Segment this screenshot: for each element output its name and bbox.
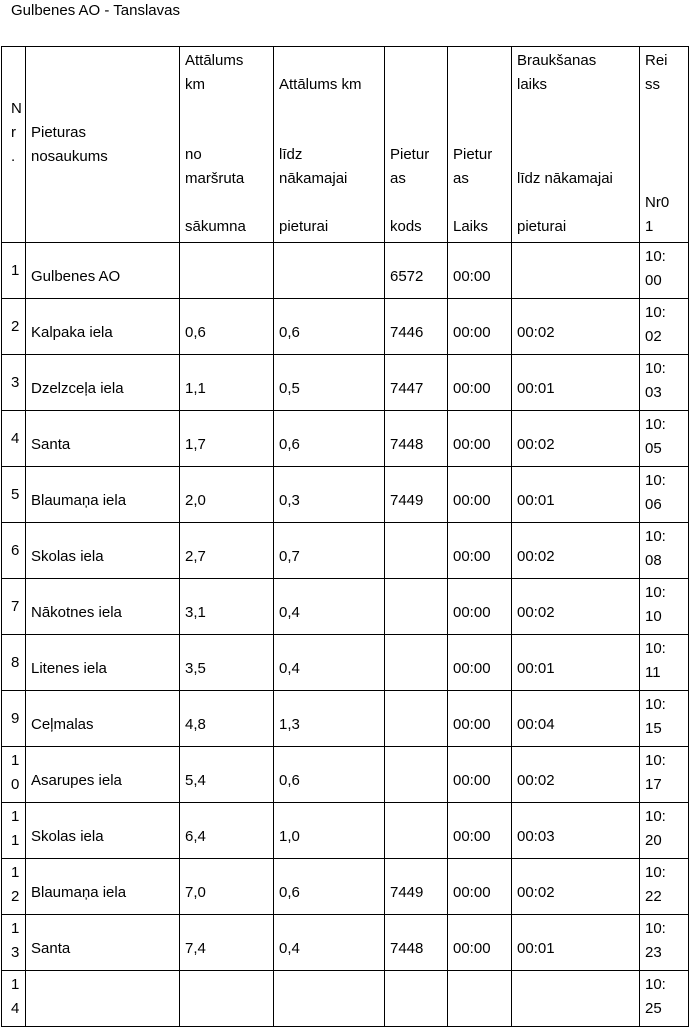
distance-from-start: 2,7 [180,523,274,579]
distance-to-next: 0,6 [274,747,385,803]
stop-code: 7449 [385,859,448,915]
distance-to-next: 0,6 [274,299,385,355]
header-distance-from-start: Attālums km no maršruta sākumna [180,47,274,243]
stop-name: Santa [26,915,180,971]
row-number: 1 [2,243,26,299]
table-row [2,747,689,803]
distance-to-next: 0,3 [274,467,385,523]
table-row [2,859,689,915]
distance-to-next: 0,6 [274,411,385,467]
trip-departure: 10: 05 [640,411,689,467]
trip-departure: 10: 08 [640,523,689,579]
document-title: Gulbenes AO - Tanslavas [11,2,180,19]
stop-name: Blaumaņa iela [26,467,180,523]
distance-to-next: 0,5 [274,355,385,411]
stop-time: 00:00 [448,355,512,411]
header-stop-code: Pietur as kods [385,47,448,243]
row-number: 3 [2,355,26,411]
table-row [2,579,689,635]
timetable [1,46,689,1027]
stop-code: 7448 [385,411,448,467]
stop-code [385,747,448,803]
stop-name: Litenes iela [26,635,180,691]
stop-name: Gulbenes AO [26,243,180,299]
stop-name: Blaumaņa iela [26,859,180,915]
stop-name: Skolas iela [26,803,180,859]
driving-time: 00:01 [512,355,640,411]
table-row [2,299,689,355]
row-number: 7 [2,579,26,635]
distance-from-start: 3,5 [180,635,274,691]
header-stop-time: Pietur as Laiks [448,47,512,243]
stop-code: 7449 [385,467,448,523]
stop-time [448,971,512,1027]
stop-code [385,635,448,691]
trip-departure: 10: 25 [640,971,689,1027]
stop-name: Kalpaka iela [26,299,180,355]
trip-departure: 10: 23 [640,915,689,971]
table-row [2,971,689,1027]
distance-to-next: 0,6 [274,859,385,915]
stop-time: 00:00 [448,803,512,859]
driving-time [512,243,640,299]
distance-to-next: 0,4 [274,579,385,635]
distance-to-next: 1,3 [274,691,385,747]
trip-departure: 10: 17 [640,747,689,803]
stop-time: 00:00 [448,859,512,915]
stop-code: 7447 [385,355,448,411]
header-trip: Rei ss Nr0 1 [640,47,689,243]
trip-departure: 10: 02 [640,299,689,355]
table-row [2,411,689,467]
stop-name: Dzelzceļa iela [26,355,180,411]
distance-from-start: 4,8 [180,691,274,747]
stop-code [385,803,448,859]
stop-time: 00:00 [448,915,512,971]
row-number: 9 [2,691,26,747]
distance-to-next: 0,4 [274,635,385,691]
trip-departure: 10: 10 [640,579,689,635]
distance-to-next [274,243,385,299]
header-driving-time: Braukšanas laiks līdz nākamajai pieturai [512,47,640,243]
distance-from-start: 0,6 [180,299,274,355]
trip-departure: 10: 15 [640,691,689,747]
row-number: 2 [2,299,26,355]
table-row [2,355,689,411]
stop-time: 00:00 [448,523,512,579]
table-row [2,803,689,859]
distance-from-start: 1,1 [180,355,274,411]
stop-name [26,971,180,1027]
distance-from-start [180,971,274,1027]
trip-departure: 10: 00 [640,243,689,299]
stop-code [385,579,448,635]
row-number: 4 [2,411,26,467]
distance-to-next [274,971,385,1027]
driving-time: 00:01 [512,467,640,523]
trip-departure: 10: 06 [640,467,689,523]
distance-from-start: 7,4 [180,915,274,971]
driving-time: 00:03 [512,803,640,859]
stop-code: 6572 [385,243,448,299]
stop-name: Asarupes iela [26,747,180,803]
trip-departure: 10: 20 [640,803,689,859]
row-number: 5 [2,467,26,523]
table-row [2,691,689,747]
distance-from-start: 2,0 [180,467,274,523]
driving-time: 00:04 [512,691,640,747]
distance-from-start: 5,4 [180,747,274,803]
trip-departure: 10: 03 [640,355,689,411]
stop-time: 00:00 [448,411,512,467]
stop-time: 00:00 [448,579,512,635]
stop-code [385,971,448,1027]
stop-time: 00:00 [448,243,512,299]
stop-name: Santa [26,411,180,467]
driving-time: 00:02 [512,523,640,579]
driving-time: 00:01 [512,915,640,971]
distance-from-start: 7,0 [180,859,274,915]
distance-to-next: 0,4 [274,915,385,971]
table-row [2,243,689,299]
row-number: 8 [2,635,26,691]
header-row [2,47,689,243]
table-row [2,915,689,971]
header-nr: N r . [2,47,26,243]
stop-time: 00:00 [448,691,512,747]
stop-name: Ceļmalas [26,691,180,747]
row-number: 1 0 [2,747,26,803]
stop-time: 00:00 [448,635,512,691]
driving-time: 00:02 [512,411,640,467]
driving-time: 00:01 [512,635,640,691]
distance-from-start [180,243,274,299]
driving-time: 00:02 [512,299,640,355]
driving-time: 00:02 [512,859,640,915]
distance-to-next: 0,7 [274,523,385,579]
driving-time: 00:02 [512,747,640,803]
stop-name: Nākotnes iela [26,579,180,635]
distance-from-start: 1,7 [180,411,274,467]
table-row [2,467,689,523]
header-distance-to-next: Attālums km līdz nākamajai pieturai [274,47,385,243]
driving-time: 00:02 [512,579,640,635]
distance-to-next: 1,0 [274,803,385,859]
stop-code [385,691,448,747]
row-number: 1 1 [2,803,26,859]
row-number: 1 4 [2,971,26,1027]
trip-departure: 10: 11 [640,635,689,691]
stop-time: 00:00 [448,299,512,355]
row-number: 6 [2,523,26,579]
row-number: 1 3 [2,915,26,971]
stop-code: 7448 [385,915,448,971]
stop-code: 7446 [385,299,448,355]
stop-name: Skolas iela [26,523,180,579]
table-row [2,635,689,691]
stop-time: 00:00 [448,467,512,523]
distance-from-start: 3,1 [180,579,274,635]
row-number: 1 2 [2,859,26,915]
distance-from-start: 6,4 [180,803,274,859]
stop-code [385,523,448,579]
table-row [2,523,689,579]
driving-time [512,971,640,1027]
trip-departure: 10: 22 [640,859,689,915]
header-stop-name: Pieturas nosaukums [26,47,180,243]
stop-time: 00:00 [448,747,512,803]
